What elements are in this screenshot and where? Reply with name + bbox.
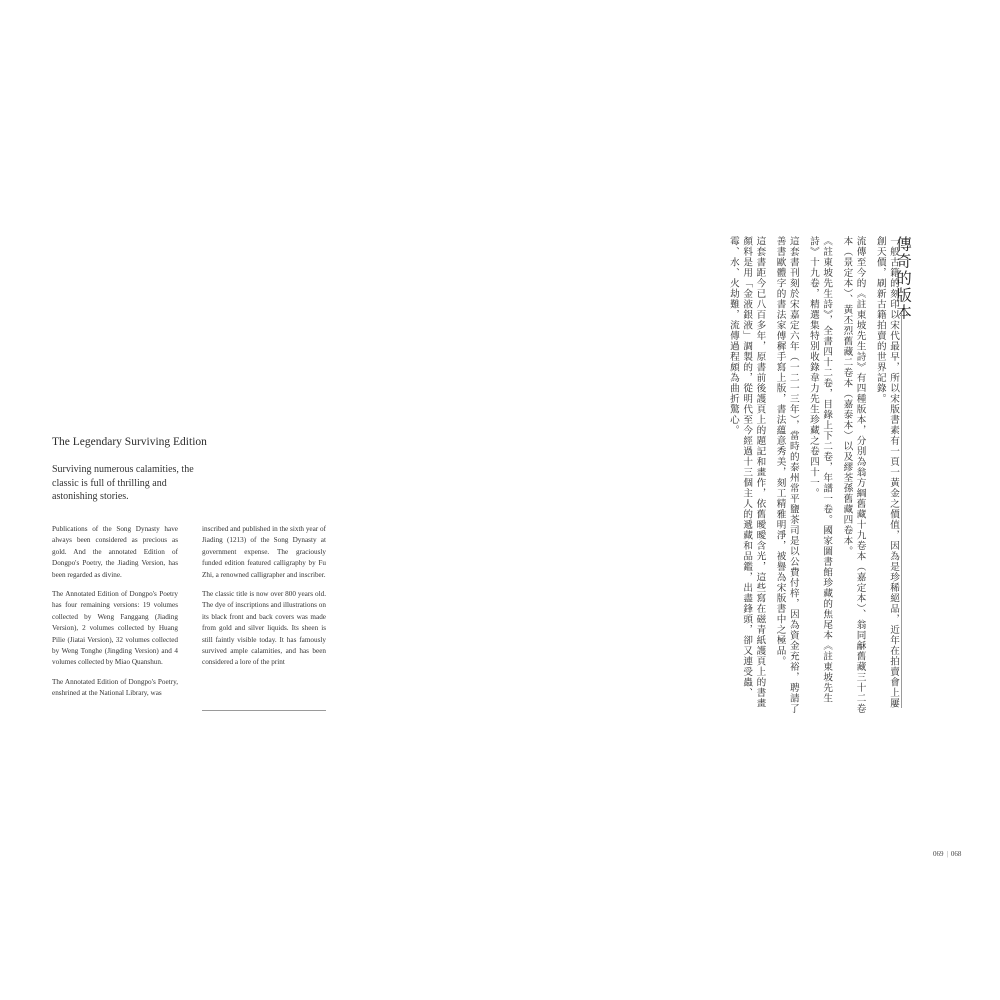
english-column-1 — [52, 524, 178, 708]
english-paragraph: The Annotated Edition of Dongpo's Poetry, enshrined at the National Library, was — [52, 677, 178, 698]
chinese-paragraph: 《註東坡先生詩》，全書四十二卷，目錄上下二卷，年譜一卷。國家圖書館珍藏的焦尾本《註東坡先生詩》十九卷，精選集特別收錄韋力先生珍藏之卷四十一。 — [807, 236, 833, 704]
english-paragraph: The classic title is now over 800 years old. The dye of inscriptions and illustrations on its black front and back covers was made from gold and silver liquids. Its sheen is still faintly visible today. It has famously survived ample calamities, and has been considered a lore of the print — [202, 590, 326, 667]
page-number-separator: | — [946, 850, 948, 858]
chinese-paragraph: 這套書刊刻於宋嘉定六年（一二一三年），當時的泰州常平鹽茶司是以公費付梓，因為資金充裕，聘請了善書歐體字的書法家傅穉手寫上版，書法蘊意秀美，刻工精雅明淨，被譽為宋版書中之極品。 — [774, 236, 799, 715]
chinese-paragraph: 流傳至今的《註東坡先生詩》有四種版本，分別為翁方綱舊藏十九卷本（嘉定本）、翁同龢舊藏三十二卷本（景定本）、黃丕烈舊藏二卷本（嘉泰本）以及繆荃孫舊藏四卷本。 — [841, 236, 866, 715]
english-paragraph: inscribed and published in the sixth year of Jiading (1213) of the Song Dynasty at government expense. The graciously funded edition featured calligraphy by Fu Zhi, a renowned calligrapher and inscriber. — [202, 525, 326, 579]
english-column-divider — [202, 710, 326, 711]
page-number-left: 069 — [933, 850, 944, 858]
chinese-paragraph: 這套書距今已八百多年，原書前後護頁上的題記和畫作，依舊曖曖含光，這些寫在磁青紙護頁上的書畫顏料是用「金液銀液」調製的，從明代至今經過十三個主人的遞藏和品鑑，出盡鋒頭，卻又連受蟲、霉、水、火劫難，流傳過程頗為曲折驚心。 — [727, 236, 766, 709]
english-column-2 — [202, 524, 326, 677]
chinese-title-rule — [901, 312, 902, 708]
english-title: The Legendary Surviving Edition — [52, 436, 207, 448]
english-paragraph: The Annotated Edition of Dongpo's Poetry has four remaining versions: 19 volumes collected by Weng Fanggang (Jiading Version), 2 volumes collected by Huang Pilie (Jiatai Version), 32 volumes collected by Weng Tonghe (Jingding Version) and 4 volumes collected by Miao Quanshun. — [52, 590, 178, 667]
chinese-paragraph: 一般古籍的刻印以宋代最早，所以宋版書素有一頁一黃金之價值，因為是珍稀絕品，近年在拍賣會上屢創天價，刷新古籍拍賣的世界記錄。 — [874, 236, 899, 709]
page-number-right: 068 — [950, 850, 962, 858]
page-numbers — [933, 850, 961, 858]
chinese-title: 傳奇的版本 — [894, 236, 912, 321]
chinese-body — [560, 236, 900, 716]
english-paragraph: Publications of the Song Dynasty have always been considered as precious as gold. And the annotated Edition of Dongpo's Poetry, the Jiading Version, has been regarded as divine. — [52, 525, 178, 579]
english-subtitle: Surviving numerous calamities, the classic is full of thrilling and astonishing stories. — [52, 464, 194, 502]
